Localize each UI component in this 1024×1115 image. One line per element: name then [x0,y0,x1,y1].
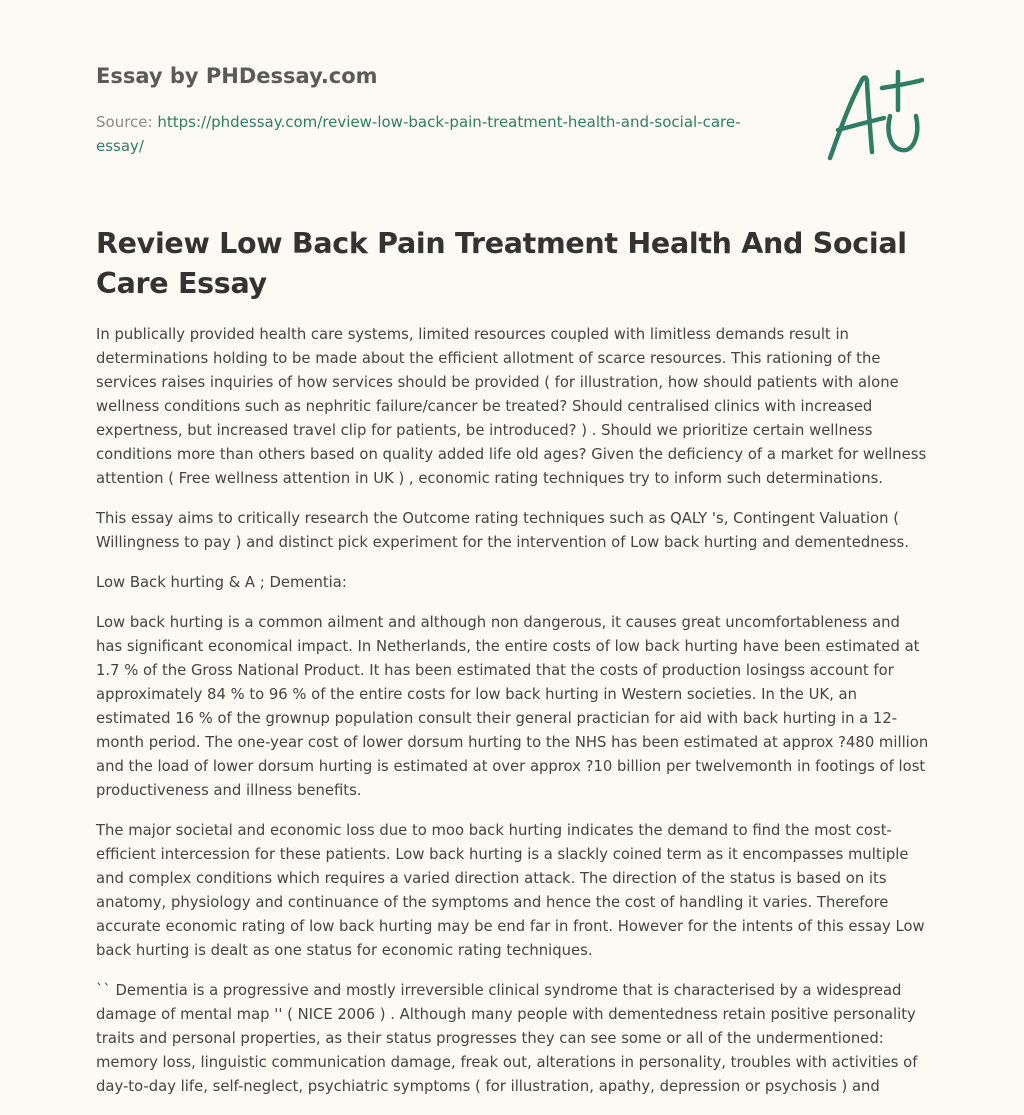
source-line [96,110,776,158]
source-link[interactable]: https://phdessay.com/review-low-back-pain-treatment-health-and-social-care-essay/ [96,113,741,155]
source-label: Source: [96,113,153,131]
section-heading: Low Back hurting & A ; Dementia: [96,574,347,591]
paragraph: This essay aims to critically research the Outcome rating techniques such as QALY 's, Contingent Valuation ( Willingness to pay ) and distinct pick experiment for the intervention of Low back hurting and dementedness. [96,510,909,551]
a-plus-logo-icon [818,66,930,166]
article-body [96,323,930,1115]
paragraph: Low back hurting is a common ailment and although non dangerous, it causes great uncomfortableness and has significant economical impact. In Netherlands, the entire costs of low back hurting have been estimated at 1.7 % of the Gross National Product. It has been estimated that the costs of production losingss account for approximately 84 % to 96 % of the entire costs for low back hurting in Western societies. In the UK, an estimated 16 % of the grownup population consult their general practician for aid with back hurting in a 12-month period. The one-year cost of lower dorsum hurting to the NHS has been estimated at approx ?480 million and the load of lower dorsum hurting is estimated at over approx ?10 billion per twelvemonth in footings of lost productiveness and illness benefits. [96,614,929,799]
site-title: Essay by PHDessay.com [96,64,378,88]
paragraph: The major societal and economic loss due to moo back hurting indicates the demand to find the most cost-efficient intercession for these patients. Low back hurting is a slackly coined term as it encompasses multiple and complex conditions which requires a varied direction attack. The direction of the status is based on its anatomy, physiology and continuance of the symptoms and hence the cost of handling it varies. Therefore accurate economic rating of low back hurting may be end far in front. However for the intents of this essay Low back hurting is dealt as one status for economic rating techniques. [96,822,925,959]
article-title: Review Low Back Pain Treatment Health And Social Care Essay [96,227,907,300]
paragraph: `` Dementia is a progressive and mostly irreversible clinical syndrome that is characterised by a widespread damage of mental map '' ( NICE 2006 ) . Although many people with dementedness retain positive personality traits and personal properties, as their status progresses they can see some or all of the undermentioned: memory loss, linguistic communication damage, freak out, alterations in personality, troubles with activities of day-to-day life, self-neglect, psychiatric symptoms ( for illustration, apathy, depression or psychosis ) and [96,982,918,1095]
paragraph: In publically provided health care systems, limited resources coupled with limitless demands result in determinations holding to be made about the efficient allotment of scarce resources. This rationing of the services raises inquiries of how services should be provided ( for illustration, how should patients with alone wellness conditions such as nephritic failure/cancer be treated? Should centralised clinics with increased expertness, but increased travel clip for patients, be introduced? ) . Should we prioritize certain wellness conditions more than others based on quality added life old ages? Given the deficiency of a market for wellness attention ( Free wellness attention in UK ) , economic rating techniques try to inform such determinations. [96,326,927,487]
